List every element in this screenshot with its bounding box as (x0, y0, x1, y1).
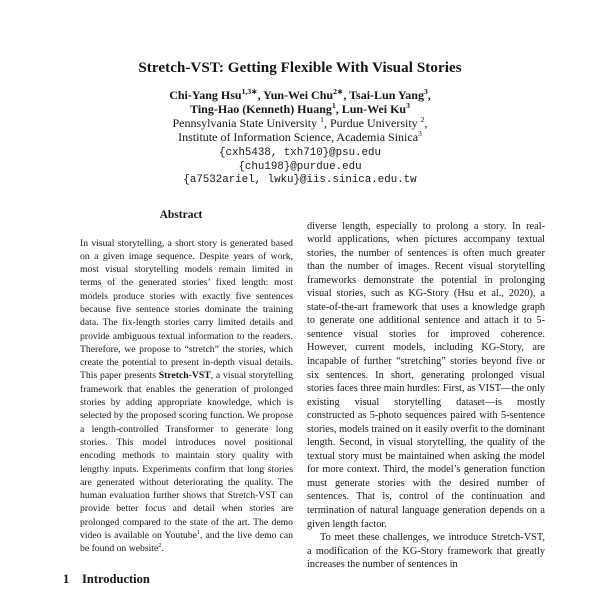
author-block (0, 88, 600, 116)
author-line-1: Chi-Yang Hsu$^{1,3∗}$, Yun-Wei Chu$^{2∗}$, Tsai-Lun Yang$^3$, (169, 87, 431, 102)
two-column-body (63, 208, 545, 587)
affiliation-line-1: Pennsylvania State University $^1$, Purdue University $^2$, (172, 115, 428, 130)
paper-title: Stretch-VST: Getting Flexible With Visual Stories (138, 60, 462, 76)
intro-paragraph-continued: diverse length, especially to prolong a story. In real-world applications, when pictures accompany textual stories, the number of sentences is often much greater than the number of images. Recent visual storytelling frameworks demonstrate the potential in prolonging visual stories, such as KG-Story (Hsu et al., 2020), a state-of-the-art framework that uses a knowledge graph to generate one additional sentence and attach it to 5-sentence visual stories for improved coherence. However, current models, including KG-Story, are incapable of further “stretching” stories beyond five or six sentences. In short, generating prolonged visual stories faces three main hurdles: First, as VIST—the only existing visual storytelling dataset—is mostly constructed as 5-photo sequences paired with 5-sentence stories, models trained on it easily overfit to the dominant length. Second, in visual storytelling, the quality of the textual story must be maintained when asking the model for more context. Third, the model’s generation function must generate stories with the desired number of sentences. That is, control of the continuation and termination of natural language generation depends on a given length factor. (307, 220, 545, 530)
email-line-purdue: {chu198}@purdue.edu (238, 160, 362, 173)
email-line-sinica: {a7532ariel, lwku}@iis.sinica.edu.tw (183, 174, 417, 186)
section-number: 1 (63, 571, 70, 586)
affiliation-line-2: Institute of Information Science, Academia Sinica$^3$ (178, 129, 422, 144)
section-title: Introduction (82, 571, 150, 586)
right-column (307, 208, 545, 587)
email-block (0, 147, 600, 188)
abstract-heading: Abstract (159, 208, 203, 221)
paper-header (0, 0, 600, 188)
abstract-paragraph: In visual storytelling, a short story is generated based on a given image sequence. Despite years of work, most visual storytelling models remain limited in terms of the generated stories’ fixed length: most models produce stories with exactly five sentences because five sentence stories dominate the training data. The fix-length stories carry limited details and provide ambiguous textual information to the readers. Therefore, we propose to “stretch” the stories, which create the potential to present in-depth visual details. This paper presents Stretch-VST, a visual storytelling framework that enables the generation of prolonged stories by adding appropriate knowledge, which is selected by the proposed scoring function. We propose a length-controlled Transformer to generate long stories. This model introduces novel positional encoding methods to maintain story quality with lengthy inputs. Experiments confirm that long stories are generated without deteriorating the quality. The human evaluation further shows that Stretch-VST can provide better focus and detail when stories are prolonged compared to the state of the art. The demo video is available on Youtube$^1$, and the live demo can be found on website$^2$. (80, 237, 293, 555)
left-column (63, 208, 299, 587)
affiliation-block (0, 116, 600, 144)
intro-paragraph-2: To meet these challenges, we introduce Stretch-VST, a modification of the KG-Story framework that greatly increases the number of sentences in (307, 532, 545, 571)
section-heading-introduction (63, 572, 299, 587)
author-line-2: Ting-Hao (Kenneth) Huang$^1$, Lun-Wei Ku$^3$ (190, 101, 410, 116)
email-line-psu: {cxh5438, txh710}@psu.edu (219, 147, 381, 159)
